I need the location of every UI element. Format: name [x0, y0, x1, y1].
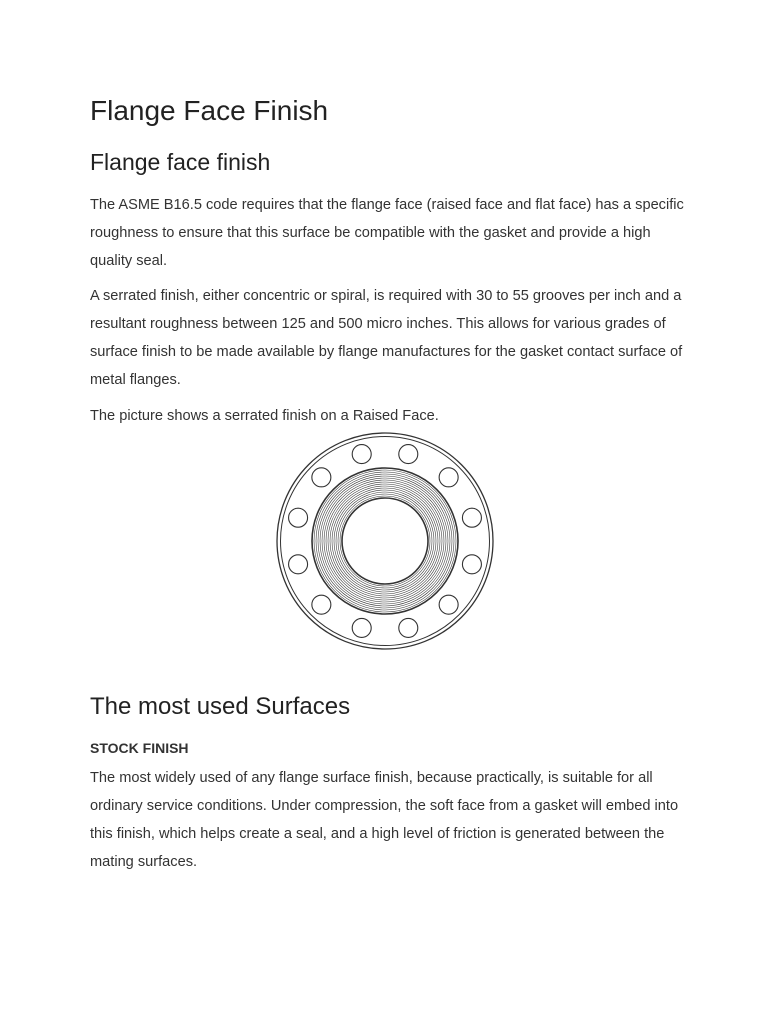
- bolt-hole: [289, 555, 308, 574]
- bolt-hole: [439, 595, 458, 614]
- flange-serrated-face-figure: [275, 431, 495, 651]
- bolt-hole: [312, 468, 331, 487]
- bolt-hole: [439, 468, 458, 487]
- bolt-hole: [399, 445, 418, 464]
- stock-finish-paragraph: The most widely used of any flange surface finish, because practically, is suitable for all ordinary service conditions. Under compression, the soft face from a gasket will embed into this finish, which helps create a seal, and a high level of friction is generated between the mating surfaces.: [90, 770, 679, 870]
- bolt-hole: [399, 618, 418, 637]
- bolt-hole: [352, 445, 371, 464]
- stock-finish-heading: STOCK FINISH: [90, 740, 189, 756]
- bolt-hole: [462, 508, 481, 527]
- paragraph-asme-requirement: The ASME B16.5 code requires that the flange face (raised face and flat face) has a specific roughness to ensure that this surface be compatible with the gasket and provide a high quality seal.: [90, 197, 684, 269]
- bolt-hole: [312, 595, 331, 614]
- section-heading-most-used-surfaces: The most used Surfaces: [90, 693, 351, 720]
- bolt-hole: [289, 508, 308, 527]
- page-title: Flange Face Finish: [90, 95, 329, 126]
- paragraph-serrated-finish: A serrated finish, either concentric or spiral, is required with 30 to 55 grooves per inch and a resultant roughness between 125 and 500 micro inches. This allows for various grades of surface finish to be made available by flange manufactures for the gasket contact surface of metal flanges.: [90, 288, 683, 388]
- bolt-hole: [352, 618, 371, 637]
- paragraph-picture-caption: The picture shows a serrated finish on a Raised Face.: [90, 408, 439, 424]
- flange-bore: [342, 498, 428, 584]
- bolt-hole: [462, 555, 481, 574]
- section-heading-flange-face-finish: Flange face finish: [90, 149, 271, 175]
